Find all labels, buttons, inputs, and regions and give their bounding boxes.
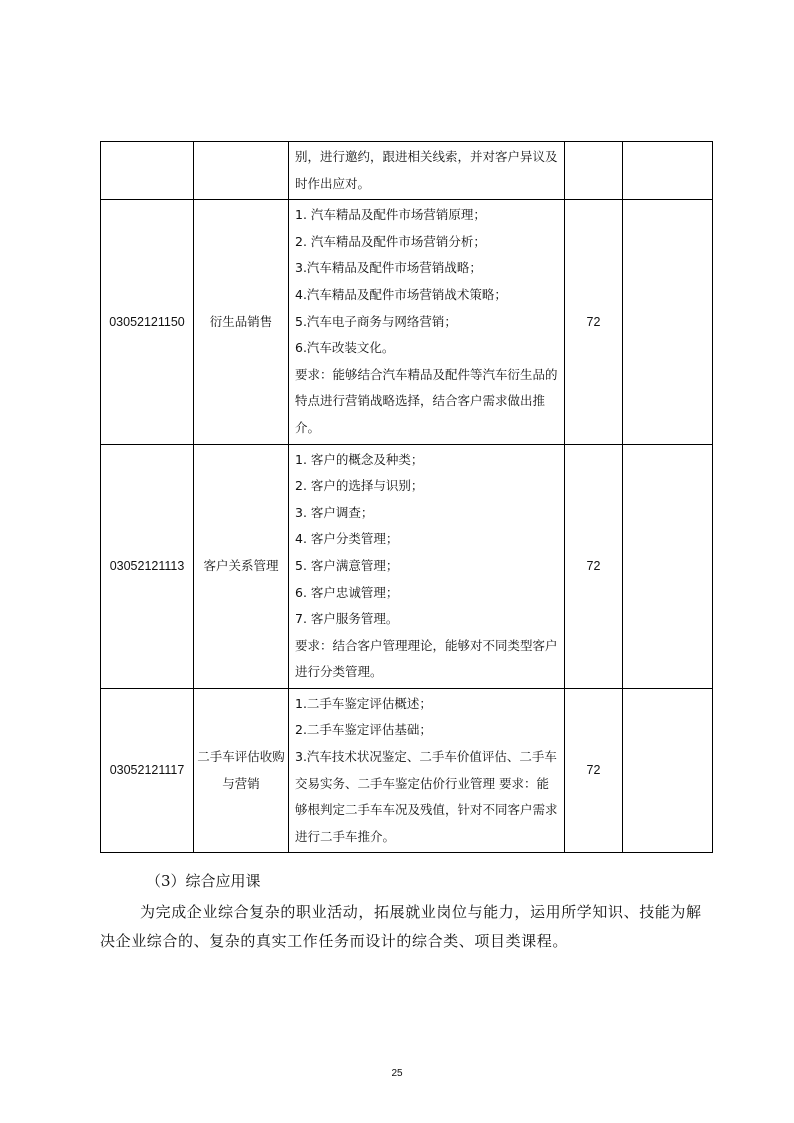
course-name: 衍生品销售	[194, 200, 289, 444]
content-line: 6.汽车改装文化。	[295, 340, 395, 356]
course-note	[623, 200, 713, 444]
table-row	[101, 444, 713, 688]
content-line: 1.二手车鉴定评估概述；	[295, 695, 432, 711]
course-hours: 72	[565, 688, 623, 853]
course-code	[101, 142, 194, 200]
table-row	[101, 688, 713, 853]
content-line: 4. 客户分类管理；	[295, 531, 399, 547]
content-line: 5.汽车电子商务与网络营销；	[295, 313, 457, 329]
course-name: 客户关系管理	[194, 444, 289, 688]
section-paragraph: 为完成企业综合复杂的职业活动，拓展就业岗位与能力，运用所学知识、技能为解决企业综合的、复杂的真实工作任务而设计的综合类、项目类课程。	[100, 903, 702, 950]
content-line: 7. 客户服务管理。	[295, 611, 399, 627]
course-content	[289, 142, 565, 200]
course-hours: 72	[565, 200, 623, 444]
course-content	[289, 688, 565, 853]
course-content	[289, 444, 565, 688]
course-note	[623, 142, 713, 200]
course-requirement: 要求：能够根判定二手车车况及残值，针对不同客户需求进行二手车推介。	[295, 775, 558, 844]
course-name	[194, 142, 289, 200]
course-code: 03052121117	[101, 688, 194, 853]
table-row	[101, 200, 713, 444]
course-code: 03052121150	[101, 200, 194, 444]
content-line: 2. 汽车精品及配件市场营销分析；	[295, 233, 486, 249]
content-line: 1. 汽车精品及配件市场营销原理；	[295, 207, 486, 223]
content-line: 3.汽车精品及配件市场营销战略；	[295, 260, 482, 276]
content-line: 3. 客户调查；	[295, 504, 374, 520]
course-requirement: 要求：结合客户管理理论，能够对不同类型客户进行分类管理。	[295, 637, 558, 680]
course-table	[100, 141, 713, 853]
table-row	[101, 142, 713, 200]
page-number: 25	[391, 1068, 403, 1079]
course-hours: 72	[565, 444, 623, 688]
content-line: 5. 客户满意管理；	[295, 557, 399, 573]
course-requirement: 要求：能够结合汽车精品及配件等汽车衍生品的特点进行营销战略选择，结合客户需求做出推介。	[295, 366, 558, 435]
course-hours	[565, 142, 623, 200]
content-line: 1. 客户的概念及种类；	[295, 451, 424, 467]
content-line: 6. 客户忠诚管理；	[295, 584, 399, 600]
section-heading: （3）综合应用课	[146, 872, 261, 890]
course-name: 二手车评估收购与营销	[194, 688, 289, 853]
content-line: 4.汽车精品及配件市场营销战术策略；	[295, 286, 507, 302]
content-line: 3.汽车技术状况鉴定、二手车价值评估、二手车交易实务、二手车鉴定估价行业管理	[295, 749, 557, 791]
course-requirement: 别，进行邀约，跟进相关线索，并对客户异议及时作出应对。	[295, 149, 558, 191]
course-note	[623, 444, 713, 688]
course-note	[623, 688, 713, 853]
course-code: 03052121113	[101, 444, 194, 688]
course-content	[289, 200, 565, 444]
content-line: 2.二手车鉴定评估基础；	[295, 722, 432, 738]
content-line: 2. 客户的选择与识别；	[295, 478, 424, 494]
